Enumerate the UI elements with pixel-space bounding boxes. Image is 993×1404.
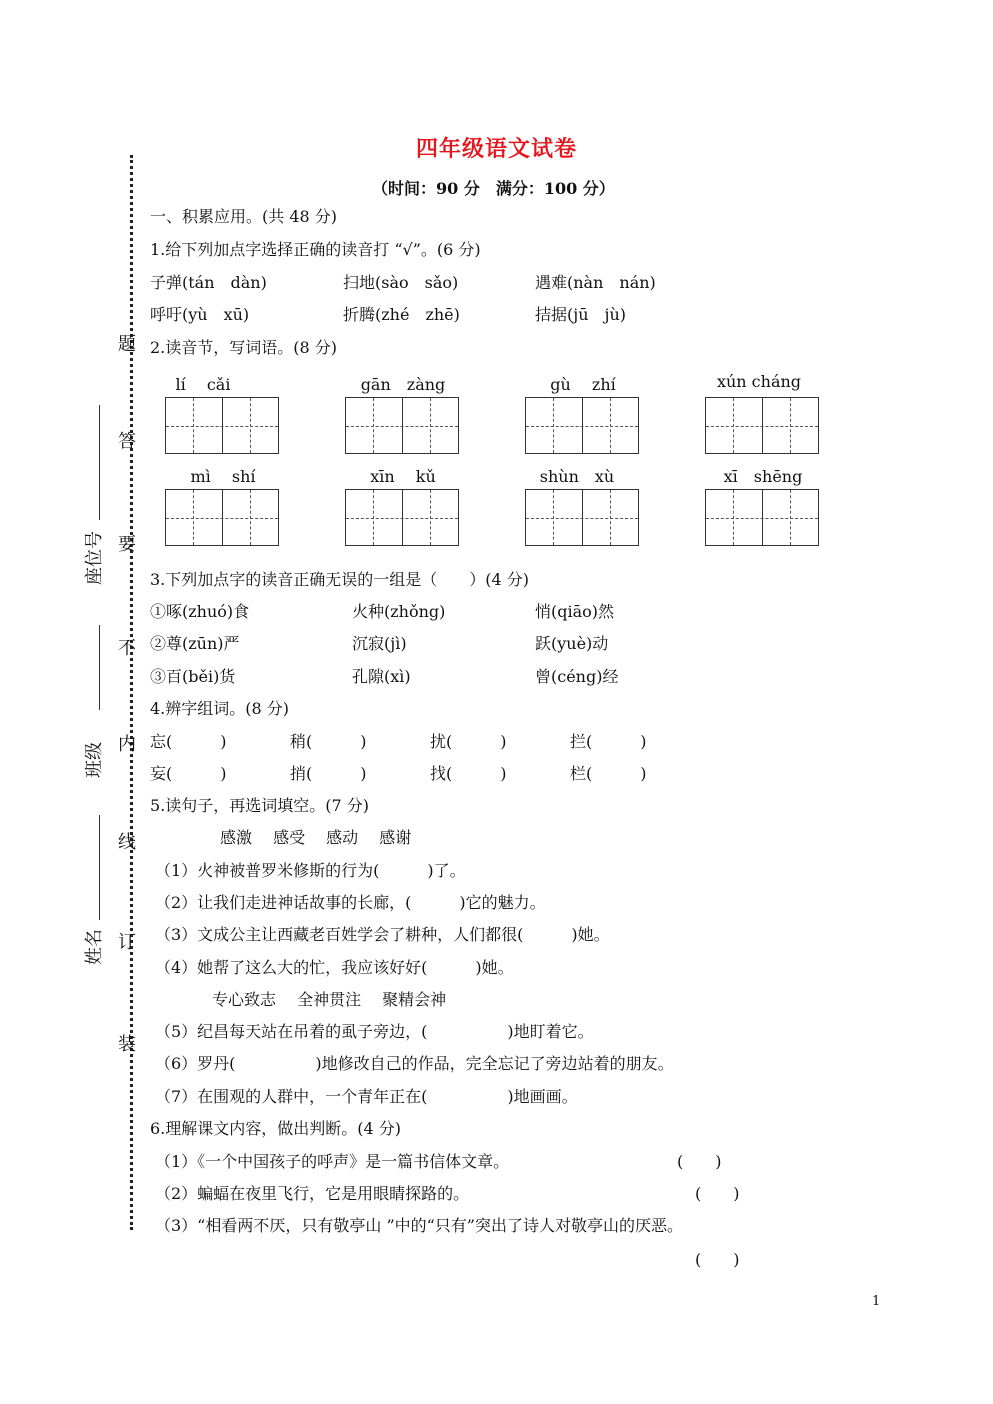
q1-option: 拮据(jū jù)	[535, 305, 627, 324]
binding-char: 题	[118, 334, 136, 355]
writing-grid[interactable]	[705, 397, 819, 454]
writing-grid[interactable]	[345, 397, 459, 454]
q1-option: 扫地(sào sǎo)	[343, 273, 459, 292]
page-number: 1	[872, 1294, 881, 1309]
binding-char: 线	[118, 832, 136, 853]
q4-blank[interactable]: 忘( )	[150, 732, 227, 751]
name-label: 姓名	[84, 929, 105, 965]
q6-answer-blank[interactable]: ( )	[695, 1184, 740, 1203]
binding-char: 内	[118, 734, 136, 755]
q1-option: 遇难(nàn nán)	[535, 273, 656, 292]
question-2-title: 2.读音节，写词语。(8 分)	[150, 338, 338, 357]
q2-pinyin: xún cháng	[716, 372, 802, 391]
word-bank-1: 感激 感受 感动 感谢	[220, 828, 412, 847]
exam-info: （时间：90 分 满分：100 分）	[372, 179, 615, 198]
page-title: 四年级语文试卷	[415, 136, 577, 162]
q2-pinyin: xīn kǔ	[370, 467, 436, 486]
q4-blank[interactable]: 找( )	[430, 764, 507, 783]
question-5-title: 5.读句子，再选词填空。(7 分)	[150, 796, 370, 815]
question-1-title: 1.给下列加点字选择正确的读音打 “√”。(6 分)	[150, 240, 481, 259]
q4-blank[interactable]: 栏( )	[570, 764, 647, 783]
q2-pinyin: shùn xù	[539, 467, 615, 486]
q1-option: 呼吁(yù xū)	[150, 305, 250, 324]
seat-label: 座位号	[84, 531, 105, 585]
q3-option: 曾(céng)经	[535, 667, 619, 686]
binding-char: 装	[118, 1034, 136, 1055]
q6-answer-blank[interactable]: ( )	[695, 1250, 740, 1269]
q3-option: 悄(qiāo)然	[535, 602, 615, 621]
q5-sentence[interactable]: （3）文成公主让西藏老百姓学会了耕种，人们都很( )她。	[155, 925, 610, 944]
q2-pinyin: gān zàng	[360, 375, 446, 394]
q3-option: ②尊(zūn)严	[150, 634, 240, 653]
writing-grid[interactable]	[525, 397, 639, 454]
seat-line	[99, 405, 100, 520]
q4-blank[interactable]: 稍( )	[290, 732, 367, 751]
question-4-title: 4.辨字组词。(8 分)	[150, 699, 290, 718]
q3-option: 跃(yuè)动	[535, 634, 609, 653]
q1-option: 折腾(zhé zhē)	[343, 305, 460, 324]
q5-sentence[interactable]: （2）让我们走进神话故事的长廊，( )它的魅力。	[155, 893, 546, 912]
name-line	[99, 815, 100, 920]
q6-statement: （3）“相看两不厌，只有敬亭山 ”中的“只有”突出了诗人对敬亭山的厌恶。	[155, 1216, 683, 1235]
q5-sentence[interactable]: （7）在围观的人群中，一个青年正在( )地画画。	[155, 1087, 578, 1106]
q2-pinyin: gù zhí	[550, 375, 616, 394]
binding-char: 不	[118, 638, 136, 659]
writing-grid[interactable]	[705, 489, 819, 546]
q2-pinyin: xī shēng	[723, 467, 803, 486]
writing-grid[interactable]	[165, 397, 279, 454]
q4-blank[interactable]: 扰( )	[430, 732, 507, 751]
q6-answer-blank[interactable]: ( )	[677, 1152, 722, 1171]
q4-blank[interactable]: 妄( )	[150, 764, 227, 783]
q5-sentence[interactable]: （6）罗丹( )地修改自己的作品，完全忘记了旁边站着的朋友。	[155, 1054, 674, 1073]
q4-blank[interactable]: 捎( )	[290, 764, 367, 783]
q2-pinyin: lí cǎi	[175, 375, 231, 394]
q3-option: 沉寂(jì)	[352, 634, 407, 653]
q1-option: 子弹(tán dàn)	[150, 273, 267, 292]
question-3-title: 3.下列加点字的读音正确无误的一组是（ ）(4 分)	[150, 570, 530, 589]
q5-sentence[interactable]: （5）纪昌每天站在吊着的虱子旁边，( )地盯着它。	[155, 1022, 594, 1041]
q3-option: ③百(běi)货	[150, 667, 236, 686]
writing-grid[interactable]	[345, 489, 459, 546]
binding-dotted-line	[130, 155, 133, 1230]
q5-sentence[interactable]: （4）她帮了这么大的忙，我应该好好( )她。	[155, 958, 514, 977]
q4-blank[interactable]: 拦( )	[570, 732, 647, 751]
class-line	[99, 625, 100, 710]
writing-grid[interactable]	[525, 489, 639, 546]
q3-option: 孔隙(xì)	[352, 667, 411, 686]
binding-char: 要	[118, 534, 136, 555]
section-heading: 一、积累应用。(共 48 分)	[150, 207, 338, 226]
q6-statement: （1）《一个中国孩子的呼声》是一篇书信体文章。	[155, 1152, 510, 1171]
q2-pinyin: mì shí	[190, 467, 256, 486]
word-bank-2: 专心致志 全神贯注 聚精会神	[212, 990, 447, 1009]
q5-sentence[interactable]: （1）火神被普罗米修斯的行为( )了。	[155, 861, 466, 880]
binding-char: 答	[118, 431, 136, 452]
q6-statement: （2）蝙蝠在夜里飞行，它是用眼睛探路的。	[155, 1184, 470, 1203]
q3-option: 火种(zhǒng)	[352, 602, 446, 621]
class-label: 班级	[84, 742, 105, 778]
binding-char: 订	[118, 932, 136, 953]
q3-option: ①啄(zhuó)食	[150, 602, 250, 621]
question-6-title: 6.理解课文内容，做出判断。(4 分)	[150, 1119, 402, 1138]
writing-grid[interactable]	[165, 489, 279, 546]
